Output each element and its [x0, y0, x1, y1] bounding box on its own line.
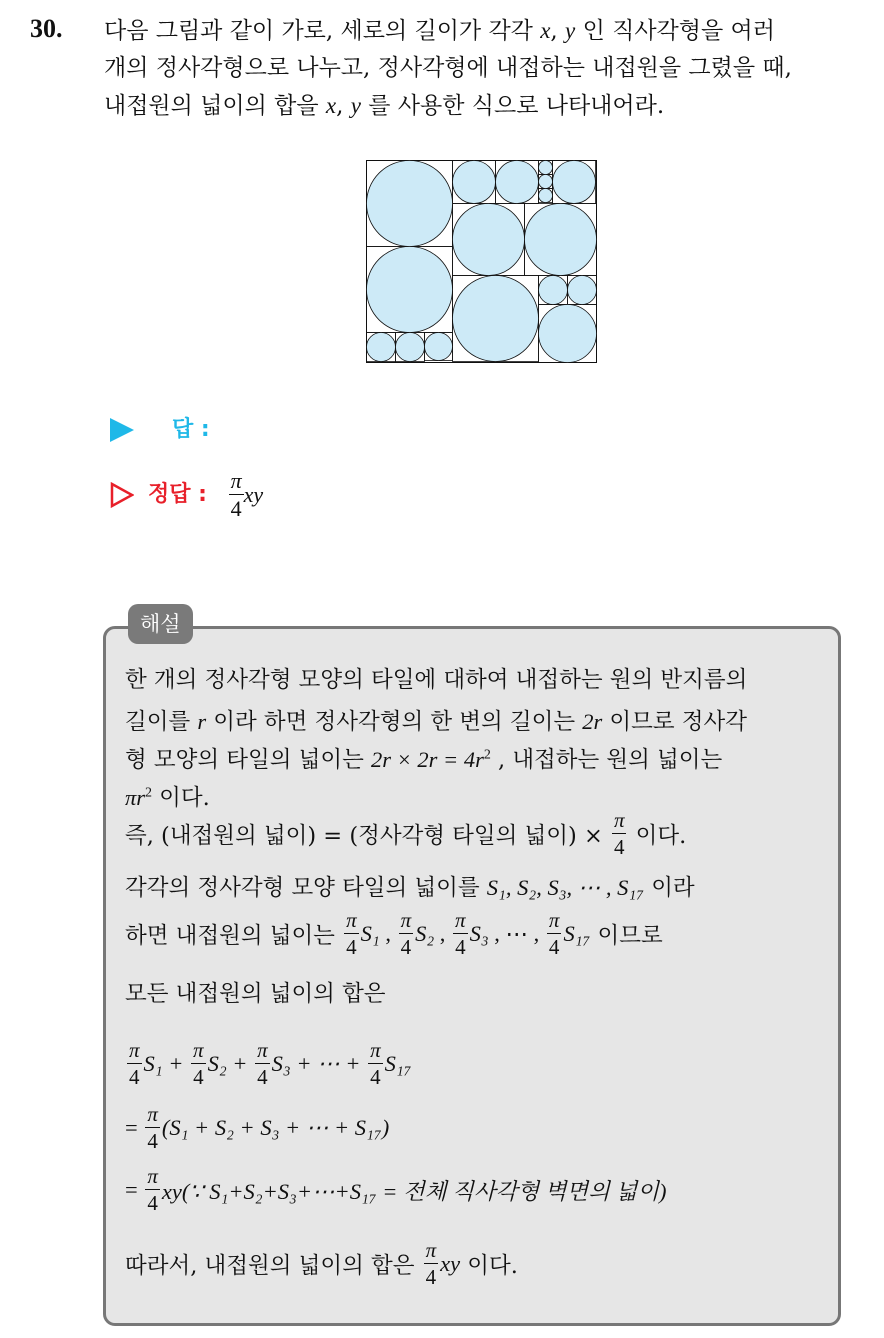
inscribed-circle — [367, 247, 453, 333]
fraction-denominator: 4 — [129, 1065, 140, 1089]
text: 따라서, 내접원의 넓이의 합은 — [125, 1253, 422, 1279]
text: 이므로 — [590, 923, 663, 949]
fraction-numerator: π — [613, 808, 625, 832]
question-text-part: 내접원의 넓이의 합을 — [104, 93, 326, 119]
explanation-line-2 — [125, 704, 835, 736]
text: 길이를 — [125, 709, 198, 735]
inscribed-circle — [539, 175, 553, 189]
fraction-numerator: π — [147, 1102, 158, 1126]
fraction — [424, 1240, 439, 1288]
text: 이다. — [460, 1253, 518, 1279]
math-s2: S₂ — [415, 921, 435, 946]
math-s1: S₁ — [360, 921, 380, 946]
inscribed-circle — [453, 276, 539, 362]
text: 이다. — [628, 823, 687, 849]
inscribed-circle — [539, 161, 553, 175]
answer-expression: xy — [243, 482, 264, 507]
answer-fraction — [229, 470, 244, 520]
inscribed-circle — [568, 276, 597, 305]
fraction — [145, 1166, 160, 1214]
correct-answer-row — [110, 470, 263, 520]
fraction-numerator: π — [370, 1038, 381, 1062]
inscribed-circle — [367, 161, 453, 247]
text: 이다. — [152, 785, 210, 811]
var-y: y — [565, 18, 576, 43]
filled-triangle-icon — [110, 418, 134, 442]
fraction-denominator: 4 — [257, 1065, 268, 1089]
fraction — [127, 1040, 142, 1088]
text: 이라 — [644, 875, 695, 901]
fraction-denominator: 4 — [400, 935, 412, 959]
text: 이므로 정사각 — [602, 709, 747, 735]
inscribed-circle — [396, 333, 425, 362]
math-term: S₁₇ — [384, 1051, 412, 1076]
explanation-line-3 — [125, 742, 835, 774]
text: 각각의 정사각형 모양 타일의 넓이를 — [125, 875, 487, 901]
fraction-denominator: 4 — [230, 496, 242, 521]
math-term: S₃ + ⋯ + — [271, 1051, 367, 1076]
explanation-line-5 — [125, 810, 835, 858]
text: 이라 하면 정사각형의 한 변의 길이는 — [206, 709, 583, 735]
explanation-line-8: 모든 내접원의 넓이의 합은 — [125, 981, 386, 1007]
question-text — [104, 12, 874, 125]
fraction-numerator: π — [147, 1164, 158, 1188]
fraction-denominator: 4 — [147, 1191, 158, 1215]
math-pi-r: πr — [125, 785, 146, 810]
inscribed-circle — [367, 333, 396, 362]
question-line-1 — [104, 12, 874, 50]
conclusion-line — [125, 1240, 835, 1288]
math-area: 2r × 2r = 4r — [370, 747, 484, 772]
fraction — [399, 910, 414, 958]
math-s17: S₁₇ — [563, 921, 591, 946]
superscript: 2 — [145, 785, 153, 801]
math-2r: 2r — [582, 709, 603, 734]
inscribed-circle — [553, 161, 596, 204]
fraction — [145, 1104, 160, 1152]
fraction-numerator: π — [257, 1038, 268, 1062]
question-text-part: 를 사용한 식으로 나타내어라. — [360, 93, 665, 119]
question-number: 30. — [30, 14, 63, 43]
fraction-denominator: 4 — [613, 835, 625, 859]
superscript: 2 — [483, 747, 491, 763]
fraction-denominator: 4 — [370, 1065, 381, 1089]
fraction — [547, 910, 562, 958]
inscribed-circle — [539, 189, 553, 203]
equals: = — [125, 1115, 144, 1140]
fraction — [453, 910, 468, 958]
comma: , — [550, 18, 566, 44]
fraction — [344, 910, 359, 958]
math-s3: S₃ — [469, 921, 489, 946]
tiled-rectangle-figure — [366, 160, 598, 364]
fraction-denominator: 4 — [455, 935, 466, 959]
inscribed-circle — [525, 204, 597, 276]
math-term: S₂ + — [207, 1051, 254, 1076]
fraction-denominator: 4 — [425, 1265, 437, 1289]
fraction-numerator: π — [129, 1038, 140, 1062]
answer-row — [110, 412, 210, 443]
text: 하면 내접원의 넓이는 — [125, 923, 343, 949]
question-text-part: 다음 그림과 같이 가로, 세로의 길이가 각각 — [104, 18, 541, 44]
comma: , — [336, 93, 351, 119]
var-x: x — [325, 93, 337, 118]
inscribed-circle — [453, 161, 496, 204]
text: 즉, (내접원의 넓이) = (정사각형 타일의 넓이) × — [125, 823, 610, 849]
equals: = — [125, 1177, 144, 1202]
question-line-2: 개의 정사각형으로 나누고, 정사각형에 내접하는 내접원을 그렸을 때, — [104, 55, 792, 81]
correct-answer-label: 정답 : — [148, 482, 207, 507]
equation-line-3 — [125, 1166, 835, 1214]
inscribed-circle — [453, 204, 525, 276]
fraction-numerator: π — [230, 468, 242, 493]
var-x: x — [540, 18, 551, 43]
fraction — [255, 1040, 270, 1088]
fraction-numerator: π — [400, 908, 412, 932]
inscribed-circle — [539, 276, 568, 305]
text: , 내접하는 원의 넓이는 — [490, 747, 723, 773]
var-r: r — [197, 709, 207, 734]
math-because: xy(∵ S₁+S₂+S₃+⋯+S₁₇ = 전체 직사각형 벽면의 넓이) — [161, 1179, 667, 1204]
outline-triangle-icon — [110, 482, 134, 508]
fraction-denominator: 4 — [193, 1065, 204, 1089]
question-text-part: 인 직사각형을 여러 — [575, 18, 775, 44]
equation-line-1 — [125, 1040, 835, 1088]
text: 형 모양의 타일의 넓이는 — [125, 747, 371, 773]
explanation-line-6 — [125, 870, 835, 902]
fraction-numerator: π — [346, 908, 357, 932]
math-s-list: S₁, S₂, S₃, ⋯ , S₁₇ — [486, 875, 645, 900]
fraction — [368, 1040, 383, 1088]
fraction-numerator: π — [548, 908, 560, 932]
math-xy: xy — [440, 1251, 461, 1276]
answer-label: 답 : — [172, 417, 210, 442]
equation-line-2 — [125, 1104, 835, 1152]
fraction-numerator: π — [425, 1238, 437, 1262]
fraction-denominator: 4 — [346, 935, 357, 959]
fraction-denominator: 4 — [147, 1129, 158, 1153]
fraction — [191, 1040, 206, 1088]
inscribed-circle — [496, 161, 539, 204]
explanation-line-7: 하면 내접원의 넓이는 $\frac{\pi}{4}$ S₁ , $\frac{\pi}{4}$ S₂ , $\frac{\pi}{4}$ S₃ , ⋯ , $\frac{\pi}{4}$ S₁₇ 이므로 — [125, 908, 663, 959]
fraction-denominator: 4 — [548, 935, 560, 959]
explanation-tag: 해설 — [128, 604, 193, 644]
math-dots: ⋯ — [505, 921, 529, 946]
explanation-line-1: 한 개의 정사각형 모양의 타일에 대하여 내접하는 원의 반지름의 — [125, 667, 748, 693]
inscribed-circle — [539, 305, 597, 363]
math-term: S₁ + — [143, 1051, 190, 1076]
math-sum: (S₁ + S₂ + S₃ + ⋯ + S₁₇) — [161, 1115, 390, 1140]
var-y: y — [350, 93, 361, 118]
fraction-numerator: π — [455, 908, 466, 932]
question-line-3 — [104, 87, 874, 125]
fraction-numerator: π — [193, 1038, 204, 1062]
explanation-line-4 — [125, 780, 835, 812]
inscribed-circle — [425, 333, 453, 361]
fraction — [612, 810, 627, 858]
